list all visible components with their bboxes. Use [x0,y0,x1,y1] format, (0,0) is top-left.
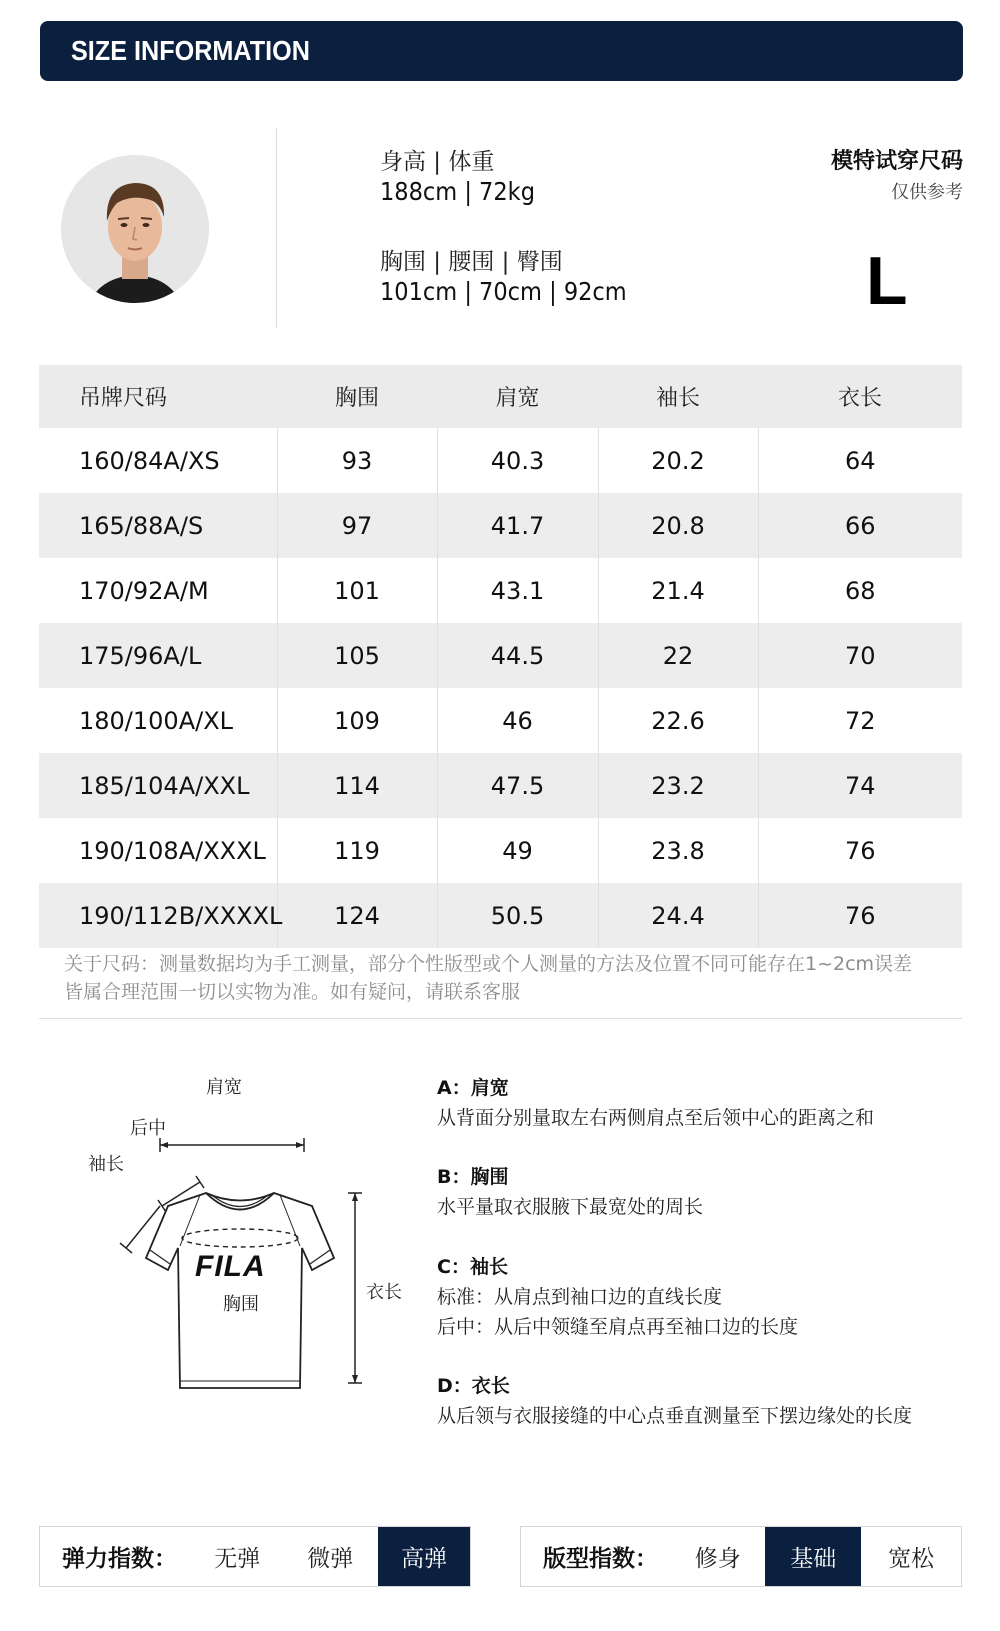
fit-index [520,1526,962,1587]
measurement-diagram [80,1077,420,1418]
fit-option-regular: 基础 [765,1527,861,1586]
diagram-label-shoulder: 肩宽 [206,1077,242,1098]
trial-size-value: L [866,243,908,319]
cell-chest: 105 [277,623,437,688]
def-b-text: 水平量取衣服腋下最宽处的周长 [437,1196,704,1218]
cell-size: 170/92A/M [39,558,277,623]
cell-length: 76 [758,883,962,948]
def-d-title: D：衣长 [437,1375,510,1397]
cell-length: 74 [758,753,962,818]
cell-sleeve: 22 [598,623,758,688]
header-chest: 胸围 [277,365,437,428]
size-note-line-2: 皆属合理范围一切以实物为准。如有疑问，请联系客服 [64,981,521,1003]
cell-shoulder: 44.5 [437,623,598,688]
cell-shoulder: 50.5 [437,883,598,948]
trial-size-title: 模特试穿尺码 [830,149,963,174]
elasticity-index [39,1526,471,1587]
cell-sleeve: 22.6 [598,688,758,753]
table-row [39,883,962,948]
cell-length: 66 [758,493,962,558]
cell-shoulder: 49 [437,818,598,883]
cell-sleeve: 23.8 [598,818,758,883]
table-header-row [39,365,962,428]
fila-logo: FILA [195,1250,266,1283]
table-row [39,688,962,753]
cell-sleeve: 23.2 [598,753,758,818]
def-a-text: 从背面分别量取左右两侧肩点至后领中心的距离之和 [437,1107,875,1129]
def-c-text-2: 后中：从后中领缝至肩点再至袖口边的长度 [437,1316,799,1338]
cell-length: 72 [758,688,962,753]
def-d-text: 从后领与衣服接缝的中心点垂直测量至下摆边缘处的长度 [437,1405,913,1427]
fit-option-slim: 修身 [694,1546,741,1572]
height-weight-label: 身高 | 体重 [380,149,495,175]
fit-option-loose: 宽松 [888,1546,935,1572]
cell-sleeve: 24.4 [598,883,758,948]
cell-size: 185/104A/XXL [39,753,277,818]
cell-size: 165/88A/S [39,493,277,558]
cell-sleeve: 20.8 [598,493,758,558]
model-divider [276,128,277,328]
size-note-line-1: 关于尺码：测量数据均为手工测量，部分个性版型或个人测量的方法及位置不同可能存在1~2cm误差 [64,953,913,975]
cell-size: 175/96A/L [39,623,277,688]
cell-shoulder: 43.1 [437,558,598,623]
cell-shoulder: 46 [437,688,598,753]
header-length: 衣长 [758,365,962,428]
height-weight-value: 188cm | 72kg [380,177,535,206]
measurements-label: 胸围 | 腰围 | 臀围 [380,249,563,275]
elasticity-option-high: 高弹 [378,1527,470,1586]
model-avatar [61,155,209,303]
elasticity-label: 弹力指数： [62,1546,177,1572]
def-c-title: C：袖长 [437,1256,508,1278]
cell-chest: 109 [277,688,437,753]
cell-size: 190/108A/XXXL [39,818,277,883]
cell-sleeve: 20.2 [598,428,758,493]
header-title: SIZE INFORMATION [71,35,310,66]
cell-chest: 93 [277,428,437,493]
table-row [39,623,962,688]
elasticity-option-none: 无弹 [214,1546,261,1572]
measurements-value: 101cm | 70cm | 92cm [380,277,627,306]
cell-length: 70 [758,623,962,688]
trial-size-subtitle: 仅供参考 [891,182,963,203]
fit-label: 版型指数： [543,1546,658,1572]
diagram-label-back-center: 后中 [130,1118,166,1139]
def-b-title: B：胸围 [437,1166,509,1188]
cell-length: 68 [758,558,962,623]
size-note [64,950,969,1006]
cell-length: 76 [758,818,962,883]
cell-size: 160/84A/XS [39,428,277,493]
cell-chest: 114 [277,753,437,818]
cell-chest: 119 [277,818,437,883]
diagram-label-sleeve: 袖长 [88,1154,124,1175]
def-c-text-1: 标准：从肩点到袖口边的直线长度 [437,1286,723,1308]
size-table [39,365,962,948]
diagram-label-chest: 胸围 [223,1294,259,1315]
table-row [39,428,962,493]
cell-shoulder: 41.7 [437,493,598,558]
header-shoulder: 肩宽 [437,365,598,428]
header-sleeve: 袖长 [598,365,758,428]
cell-shoulder: 47.5 [437,753,598,818]
cell-sleeve: 21.4 [598,558,758,623]
table-row [39,493,962,558]
table-row [39,818,962,883]
section-divider [39,1018,962,1019]
cell-size: 190/112B/XXXXL [39,883,277,948]
cell-shoulder: 40.3 [437,428,598,493]
header-tag-size: 吊牌尺码 [39,365,277,428]
table-row [39,753,962,818]
cell-chest: 97 [277,493,437,558]
table-row [39,558,962,623]
cell-chest: 124 [277,883,437,948]
diagram-label-length: 衣长 [366,1282,402,1303]
cell-length: 64 [758,428,962,493]
cell-chest: 101 [277,558,437,623]
cell-size: 180/100A/XL [39,688,277,753]
def-a-title: A：肩宽 [437,1077,509,1099]
header-bar [40,21,963,81]
elasticity-option-slight: 微弹 [307,1546,354,1572]
